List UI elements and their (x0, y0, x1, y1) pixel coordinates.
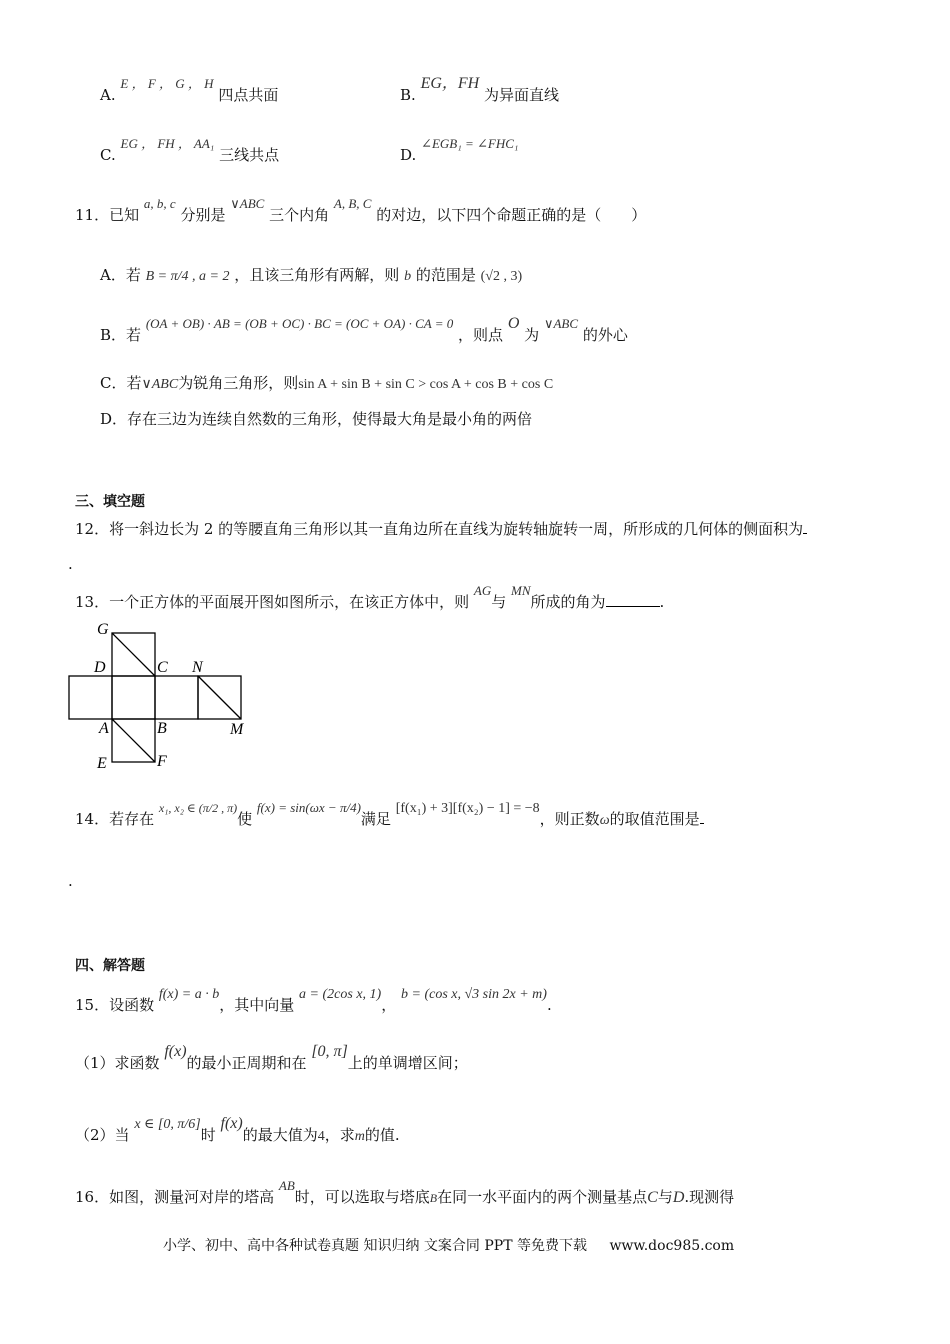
text: . (659, 593, 665, 611)
text: ，则点 (458, 326, 504, 344)
option-math: ∠EGB₁ = ∠FHC₁ (421, 136, 519, 151)
text: 的对边，以下四个命题正确的是（ ） (376, 206, 647, 224)
text: 三个内角 (269, 206, 330, 224)
diagonal-gc (112, 633, 155, 676)
text: 的值. (364, 1126, 400, 1144)
option-label: D. (400, 146, 417, 164)
text: 13．一个正方体的平面展开图如图所示，在该正方体中，则 (75, 593, 470, 611)
text: 的最小正周期和在 (186, 1054, 307, 1072)
math: f(x) = sin(ωx − π/4) (256, 800, 361, 815)
text: 15．设函数 (75, 996, 155, 1014)
math: MN (511, 583, 531, 598)
text: ，则正数 (539, 810, 600, 828)
math: sin A + sin B + sin C > cos A + cos B + cos C (298, 377, 554, 392)
option-text: 为异面直线 (484, 86, 560, 104)
option-label: B．若 (100, 326, 142, 344)
math: ω (599, 813, 610, 828)
text: . (546, 996, 552, 1014)
math: AB (278, 1178, 295, 1193)
net-square-right1 (155, 676, 198, 719)
math: m (354, 1129, 365, 1144)
option-label: B. (400, 86, 416, 104)
text: （1）求函数 (75, 1054, 160, 1072)
math: f(x) (164, 1043, 187, 1060)
text: 为 (524, 326, 540, 344)
math: A, B, C (333, 196, 372, 211)
math: ∨ABC (543, 316, 579, 331)
label-d: D (94, 659, 106, 676)
q10-option-a (100, 76, 279, 104)
text: 已知 (109, 206, 140, 224)
answer-blank (700, 811, 704, 824)
option-math: EG ， FH ， AA₁ (120, 136, 215, 151)
text: ，其中向量 (219, 996, 295, 1014)
answer-blank (606, 592, 660, 607)
text: 为锐角三角形，则 (178, 374, 299, 392)
math: ∨ABC (230, 196, 265, 211)
math: B = π/4 , a = 2 (145, 269, 230, 284)
text: 与 (657, 1188, 673, 1206)
text: 的外心 (582, 326, 628, 344)
q11-stem (75, 196, 647, 224)
q15-part2 (75, 1115, 400, 1146)
text: 满足 (360, 810, 391, 828)
text: ， (381, 996, 397, 1014)
math: ∨ABC (141, 377, 179, 392)
text: 时，可以选取与塔底 (294, 1188, 430, 1206)
cube-net-figure (60, 616, 260, 776)
label-a: A (99, 720, 109, 737)
option-text: 三线共点 (219, 146, 280, 164)
math: C (647, 1189, 658, 1206)
math: (√2 , 3) (480, 269, 523, 284)
footer-text: 小学、初中、高中各种试卷真题 知识归纳 文案合同 PPT 等免费下载 (163, 1238, 587, 1254)
q16-stem (75, 1178, 735, 1207)
math: [f(x₁) + 3][f(x₂) − 1] = −8 (395, 801, 540, 816)
math: a, b, c (143, 196, 176, 211)
q10-option-b (400, 75, 560, 105)
diagonal-nm (198, 676, 241, 719)
option-text: D．存在三边为连续自然数的三角形，使得最大角是最小角的两倍 (100, 410, 533, 428)
label-b: B (157, 720, 167, 737)
text: ，且该三角形有两解，则 (234, 266, 400, 284)
text: .现测得 (684, 1188, 735, 1206)
text: 14．若存在 (75, 810, 155, 828)
q11-option-d (100, 410, 532, 428)
section-heading-solutions: 四、解答题 (75, 958, 145, 974)
math: AG (473, 583, 492, 598)
option-label: A. (100, 86, 116, 104)
q15-stem (75, 987, 552, 1016)
math: b = (cos x, √3 sin 2x + m) (401, 987, 547, 1002)
q11-option-a (100, 266, 522, 286)
page-footer (163, 1238, 734, 1255)
label-n: N (192, 659, 203, 676)
text: 的取值范围是 (609, 810, 700, 828)
label-e: E (97, 755, 107, 772)
label-f: F (157, 753, 167, 770)
label-c: C (157, 659, 168, 676)
question-text: 12．将一斜边长为 2 的等腰直角三角形以其一直角边所在直线为旋转轴旋转一周，所形成的几何体的侧面积为 (75, 520, 804, 538)
q10-option-c (100, 136, 280, 164)
option-math: EG，FH (420, 75, 480, 92)
footer-link[interactable]: www.doc985.com (609, 1238, 735, 1254)
math: f(x) = a · b (158, 987, 220, 1002)
label-g: G (97, 621, 109, 638)
net-square-center (112, 676, 155, 719)
option-label: C. (100, 146, 116, 164)
text: 使 (237, 810, 253, 828)
q10-option-d (400, 136, 519, 164)
math: x₁, x₂ ∈ (π/2 , π) (158, 801, 238, 815)
label-m: M (230, 721, 244, 738)
text: 所成的角为 (530, 593, 606, 611)
option-label: A．若 (100, 266, 141, 284)
q11-option-b (100, 315, 628, 345)
option-label: C．若 (100, 374, 142, 392)
text: ，求 (324, 1126, 355, 1144)
net-square-left (69, 676, 112, 719)
section-heading-fill-in: 三、填空题 (75, 494, 145, 510)
math: D (672, 1189, 685, 1206)
answer-blank (803, 521, 807, 534)
option-math: E ， F ， G ， H (120, 76, 214, 91)
math: B (429, 1191, 438, 1205)
math: f(x) (220, 1115, 243, 1132)
text: 上的单调增区间； (347, 1054, 468, 1072)
text: 的最大值为 (242, 1126, 318, 1144)
math: a = (2cos x, 1) (299, 987, 382, 1002)
q14-dot: . (68, 872, 73, 890)
math: (OA + OB) · AB = (OB + OC) · BC = (OC + OA) · CA = 0 (145, 316, 454, 331)
math: O (507, 315, 520, 332)
math: b (404, 269, 412, 284)
question-number: 11． (75, 206, 110, 224)
q15-part1 (75, 1043, 468, 1073)
math: 4 (317, 1129, 325, 1144)
diagonal-af (112, 719, 155, 762)
text: （2）当 (75, 1126, 130, 1144)
q11-option-c (100, 374, 553, 394)
q12-dot: . (68, 555, 73, 573)
text: 分别是 (180, 206, 226, 224)
text: 与 (491, 593, 507, 611)
option-text: 四点共面 (218, 86, 279, 104)
q12 (75, 520, 807, 538)
text: 的范围是 (415, 266, 476, 284)
math: [0, π] (311, 1043, 348, 1060)
q13 (75, 583, 665, 611)
text: 时 (200, 1126, 216, 1144)
math: x ∈ [0, π/6] (134, 1117, 201, 1132)
text: 16．如图，测量河对岸的塔高 (75, 1188, 275, 1206)
text: 在同一水平面内的两个测量基点 (437, 1188, 648, 1206)
